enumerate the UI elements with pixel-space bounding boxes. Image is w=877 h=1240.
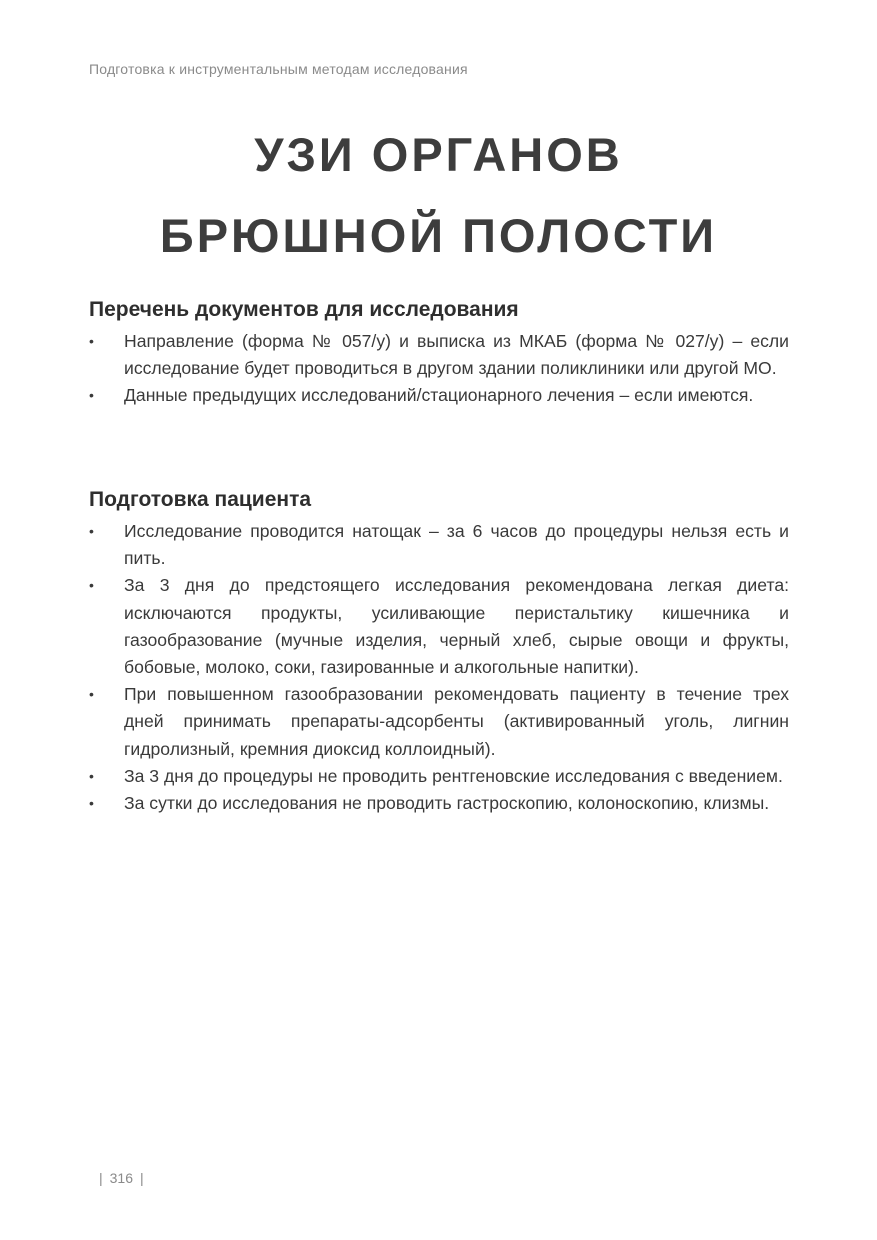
bullet-icon: • [89, 686, 94, 703]
list-item [89, 572, 789, 681]
list-item-text: Направление (форма № 057/у) и выписка из МКАБ (форма № 027/у) – если исследование будет проводиться в другом здании поликлиники или другой МО. [124, 331, 789, 379]
list-item-text: За 3 дня до процедуры не проводить рентгеновские исследования с введением. [124, 765, 783, 786]
page-number [92, 1170, 151, 1186]
bullet-icon: • [89, 767, 94, 784]
list-item-text: Исследование проводится натощак – за 6 часов до процедуры нельзя есть и пить. [124, 521, 789, 569]
page-number-value: 316 [109, 1170, 133, 1186]
list-item [89, 681, 789, 763]
section-documents [89, 296, 789, 410]
bullet-icon: • [89, 387, 94, 404]
page-title [0, 114, 877, 276]
list-item-text: За сутки до исследования не проводить гастроскопию, колоноскопию, клизмы. [124, 793, 770, 814]
list-item [89, 763, 789, 790]
section-heading: Подготовка пациента [89, 488, 312, 511]
page-title-line-1: УЗИ ОРГАНОВ [254, 128, 623, 181]
bullet-icon: • [89, 333, 94, 349]
list-item-text: Данные предыдущих исследований/стационарного лечения – если имеются. [124, 385, 754, 406]
list-item [89, 382, 789, 409]
bullet-list [89, 328, 789, 410]
bullet-list [89, 518, 789, 817]
bullet-icon: • [89, 795, 94, 812]
page-number-separator-left: | [99, 1170, 103, 1186]
bullet-icon: • [89, 523, 94, 539]
list-item-text: При повышенном газообразовании рекомендовать пациенту в течение трех дней принимать препараты-адсорбенты (активированный уголь, лигнин гидролизный, кремния диоксид коллоидный). [124, 684, 789, 759]
list-item [89, 790, 789, 817]
section-heading: Перечень документов для исследования [89, 298, 519, 321]
list-item-text: За 3 дня до предстоящего исследования рекомендована легкая диета: исключаются продукты, усиливающие перистальтику кишечника и газообразование (мучные изделия, черный хлеб, сырые овощи и фрукты, бобовые, молоко, соки, газированные и алкогольные напитки). [124, 575, 789, 678]
page-number-separator-right: | [140, 1170, 144, 1186]
page-title-line-2: БРЮШНОЙ ПОЛОСТИ [159, 209, 718, 262]
section-patient-preparation [89, 486, 789, 817]
bullet-icon: • [89, 577, 94, 594]
list-item [89, 518, 789, 572]
list-item [89, 328, 789, 382]
running-header: Подготовка к инструментальным методам исследования [89, 61, 468, 77]
